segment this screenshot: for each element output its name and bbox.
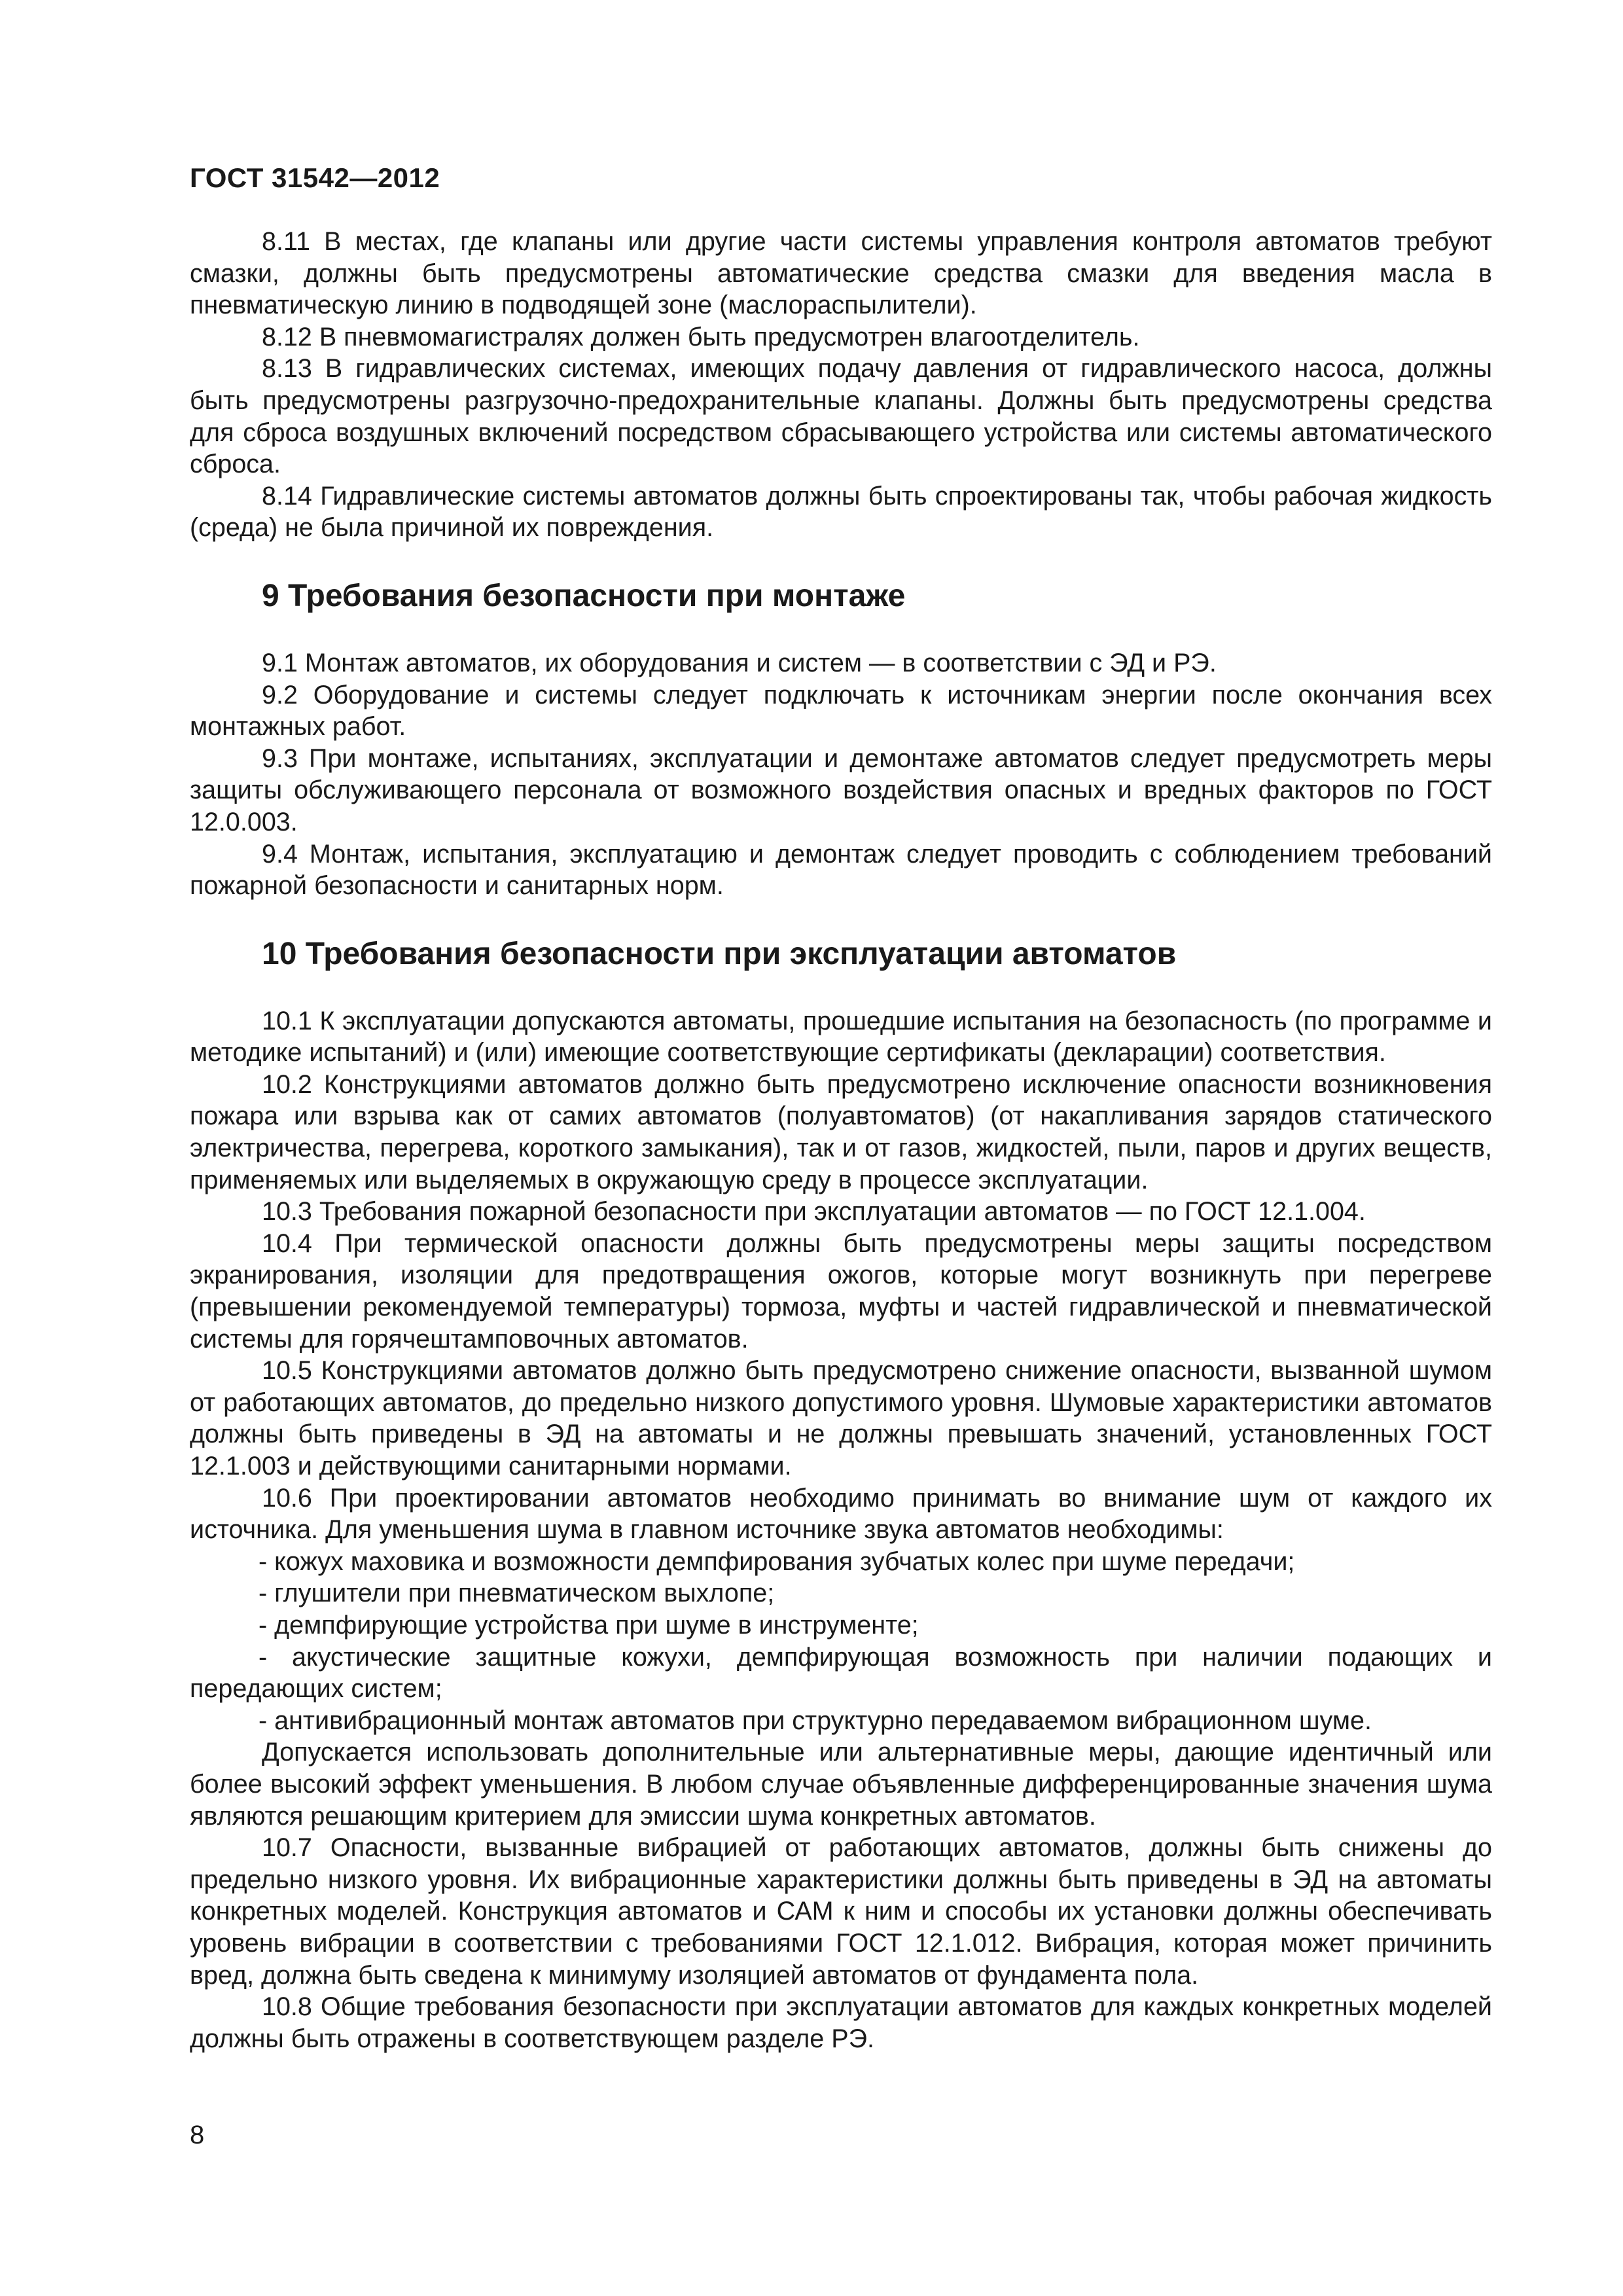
- paragraph-10-4: 10.4 При термической опасности должны быть предусмотрены меры защиты посредством экранирования, изоляции для предотвращения ожогов, которые могут возникнуть при перегреве (превышении рекомендуемой температуры) тормоза, муфты и частей гидравлической и пневматической системы для горячештамповочных автоматов.: [190, 1229, 1492, 1354]
- paragraph-10-6-continued: Допускается использовать дополнительные или альтернативные меры, дающие идентичный или более высокий эффект уменьшения. В любом случае объявленные дифференцированные значения шума являются решающим критерием для эмиссии шума конкретных автоматов.: [190, 1738, 1492, 1831]
- document-body: [190, 226, 1492, 2054]
- paragraph-8-12: 8.12 В пневмомагистралях должен быть предусмотрен влагоотделитель.: [262, 322, 1140, 351]
- document-header: ГОСТ 31542—2012: [190, 162, 440, 193]
- page-number: 8: [190, 2121, 205, 2149]
- paragraph-8-11: 8.11 В местах, где клапаны или другие части системы управления контроля автоматов требуют смазки, должны быть предусмотрены автоматические средства смазки для введения масла в пневматическую линию в подводящей зоне (маслораспылители).: [190, 227, 1492, 320]
- paragraph-10-7: 10.7 Опасности, вызванные вибрацией от работающих автоматов, должны быть снижены до предельно низкого уровня. Их вибрационные характеристики должны быть приведены в ЭД на автоматы конкретных моделей. Конструкция автоматов и САМ к ним и способы их установки должны обеспечивать уровень вибрации в соответствии с требованиями ГОСТ 12.1.012. Вибрация, которая может причинить вред, должна быть сведена к минимуму изоляцией автоматов от фундамента пола.: [190, 1833, 1492, 1990]
- paragraph-10-6: 10.6 При проектировании автоматов необходимо принимать во внимание шум от каждого их источника. Для уменьшения шума в главном источнике звука автоматов необходимы:: [190, 1483, 1492, 1545]
- paragraph-9-3: 9.3 При монтаже, испытаниях, эксплуатации и демонтаже автоматов следует предусмотреть меры защиты обслуживающего персонала от возможного воздействия опасных и вредных факторов по ГОСТ 12.0.003.: [190, 744, 1492, 836]
- paragraph-10-8: 10.8 Общие требования безопасности при эксплуатации автоматов для каждых конкретных моделей должны быть отражены в соответствующем разделе РЭ.: [190, 1992, 1492, 2053]
- noise-measure-item: - глушители при пневматическом выхлопе;: [259, 1579, 775, 1608]
- noise-measure-item: - антивибрационный монтаж автоматов при структурно передаваемом вибрационном шуме.: [259, 1706, 1372, 1735]
- paragraph-10-1: 10.1 К эксплуатации допускаются автоматы, прошедшие испытания на безопасность (по программе и методике испытаний) и (или) имеющие соответствующие сертификаты (декларации) соответствия.: [190, 1006, 1492, 1067]
- paragraph-9-2: 9.2 Оборудование и системы следует подключать к источникам энергии после окончания всех монтажных работ.: [190, 680, 1492, 742]
- paragraph-9-4: 9.4 Монтаж, испытания, эксплуатацию и демонтаж следует проводить с соблюдением требований пожарной безопасности и санитарных норм.: [190, 839, 1492, 901]
- paragraph-10-3: 10.3 Требования пожарной безопасности при эксплуатации автоматов — по ГОСТ 12.1.004.: [262, 1197, 1366, 1227]
- paragraph-8-14: 8.14 Гидравлические системы автоматов должны быть спроектированы так, чтобы рабочая жидкость (среда) не была причиной их повреждения.: [190, 481, 1492, 543]
- paragraph-10-5: 10.5 Конструкциями автоматов должно быть предусмотрено снижение опасности, вызванной шумом от работающих автоматов, до предельно низкого допустимого уровня. Шумовые характеристики автоматов должны быть приведены в ЭД на автоматы и не должны превышать значений, установленных ГОСТ 12.1.003 и действующими санитарными нормами.: [190, 1356, 1492, 1480]
- noise-measure-item: - кожух маховика и возможности демпфирования зубчатых колес при шуме передачи;: [259, 1547, 1295, 1576]
- noise-measure-item: - акустические защитные кожухи, демпфирующая возможность при наличии подающих и передающих систем;: [190, 1642, 1492, 1704]
- paragraph-8-13: 8.13 В гидравлических системах, имеющих подачу давления от гидравлического насоса, должны быть предусмотрены разгрузочно-предохранительные клапаны. Должны быть предусмотрены средства для сброса воздушных включений посредством сбрасывающего устройства или системы автоматического сброса.: [190, 354, 1492, 479]
- paragraph-10-2: 10.2 Конструкциями автоматов должно быть предусмотрено исключение опасности возникновения пожара или взрыва как от самих автоматов (полуавтоматов) (от накапливания зарядов статического электричества, перегрева, короткого замыкания), так и от газов, жидкостей, пыли, паров и других веществ, применяемых или выделяемых в окружающую среду в процессе эксплуатации.: [190, 1069, 1492, 1194]
- section-10-title: 10 Требования безопасности при эксплуатации автоматов: [262, 936, 1177, 971]
- paragraph-9-1: 9.1 Монтаж автоматов, их оборудования и систем — в соответствии с ЭД и РЭ.: [262, 648, 1217, 677]
- section-9-title: 9 Требования безопасности при монтаже: [262, 578, 906, 613]
- noise-measure-item: - демпфирующие устройства при шуме в инструменте;: [259, 1610, 919, 1640]
